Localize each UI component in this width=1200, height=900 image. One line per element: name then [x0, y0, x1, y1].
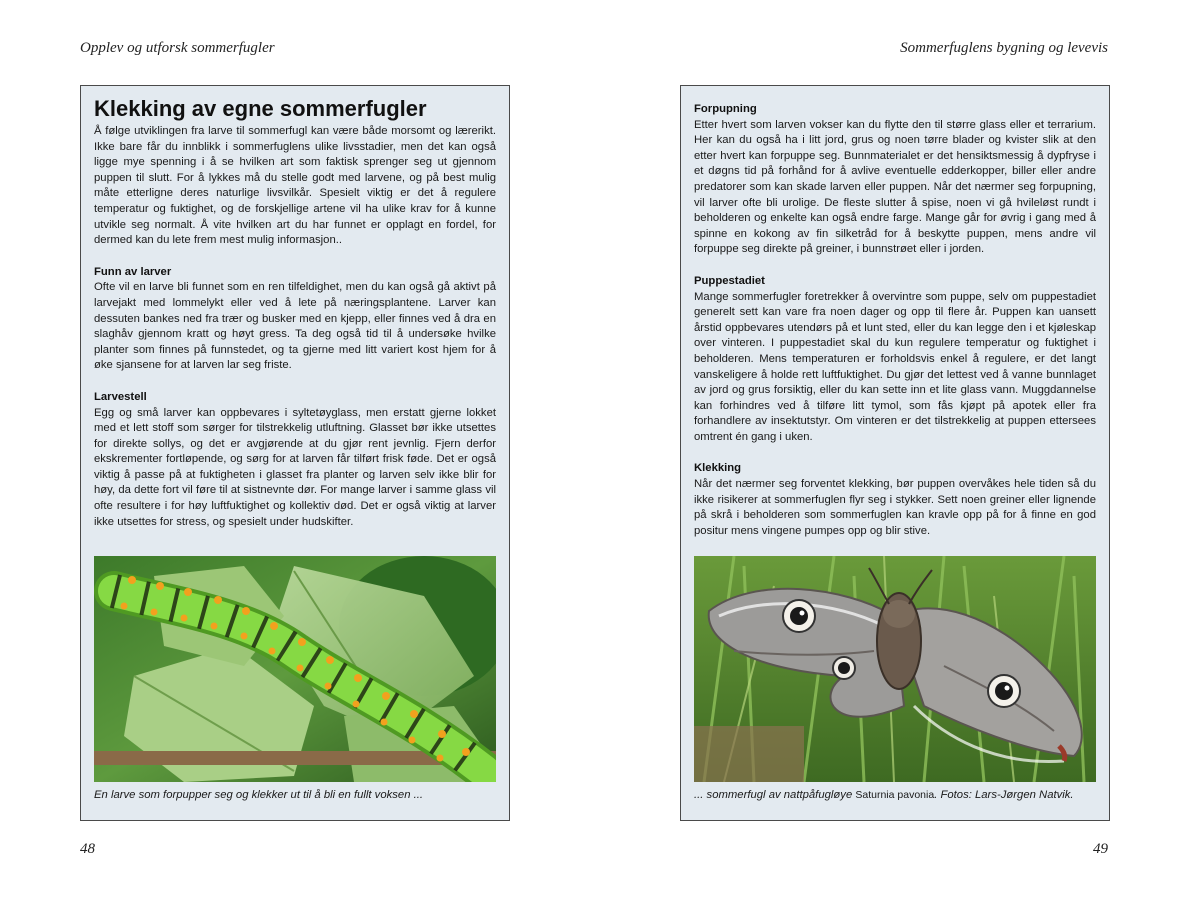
article-title: Klekking av egne sommerfugler: [94, 96, 427, 121]
running-head-left: Opplev og utforsk sommerfugler: [80, 40, 275, 56]
intro-paragraph: Å følge utviklingen fra larve til sommerfugl kan være både morsomt og lærerikt. Ikke bare får du innblikk i sommerfuglens ulike livsstadier, men det kan også ligge mye spenning i å se hvilken art som faktisk sprenger seg ut gjennom puppen til slutt. For å lykkes må du stelle godt med larvene, og på best mulig måte etterligne deres naturlige livsvilkår. Spesielt viktig er det å regulere temperatur og fuktighet, og de forskjellige artene vil ha ulike krav for å kunne utvikle seg normalt. Å vite hvilken art du har funnet er opplagt en fordel, for dermed kan du lete frem mest mulig informasjon..: [94, 125, 496, 247]
section-heading-forpupning: Forpupning: [694, 103, 757, 115]
section-text-klekking: Når det nærmer seg forventet klekking, bør puppen overvåkes hele tiden så du ikke risikerer at sommerfuglen flyr seg i stykker. Sett noen greiner eller lignende på skrå i beholderen som sommerfuglen kan kravle opp på for å finne en god positur mens vingene pumpes opp og blir stive.: [694, 478, 1096, 537]
right-text-box: [680, 85, 1110, 821]
caption-right-latin: Saturnia pavonia: [855, 789, 935, 801]
section-heading-klekking: Klekking: [694, 462, 742, 475]
left-text-box: [80, 85, 510, 821]
section-heading-larvestell: Larvestell: [94, 390, 147, 403]
caption-right: [694, 789, 1074, 801]
section-text-forpupning: Etter hvert som larven vokser kan du flytte den til større glass eller et terrarium. Her kan du også ha i litt jord, grus og noen tørre blader og kvister slik at den etter hvert kan forpuppe seg. Bunnmaterialet er det hensiktsmessig å dypfryse i et døgns tid på forhånd for å avlive eventuelle edderkopper, biller eller andre predatorer som kan skade larven eller puppen. Når det nærmer seg forpupning, vil larver ofte bli urolige. De fleste slutter å spise, noen vi gå hvileløst rundt i beholderen og enkelte kan også endre farge. Mange går for øvrig i gang med å spinne en kokong av fin silketråd for å beskytte puppen, mens andre vil forpuppe seg direkte på greiner, i bunnstrøet eller i jorden.: [694, 118, 1096, 256]
section-heading-puppestadiet: Puppestadiet: [694, 274, 765, 287]
caterpillar-photo: [94, 556, 496, 782]
caption-right-end: . Fotos: Lars-Jørgen Natvik.: [934, 789, 1074, 801]
section-heading-funn-av-larver: Funn av larver: [94, 265, 172, 278]
section-text-larvestell: Egg og små larver kan oppbevares i syltetøyglass, men erstatt gjerne lokket med et lett stoff som sørger for tilstrekkelig utluftning. Glasset bør ikke utsettes for direkte sollys, og det er avgjørende at du gjør rent jevnlig. Fjern derfor ekskrementer fortløpende, og sørg for at larven får tilført frisk føde. Det er også viktig å passe på at fuktigheten i glasset fra planter og larven selv ikke blir for høy, da dette fort vil føre til at sistnevnte dør. For mange larver i samme glass vil ofte resultere i for høy luftfuktighet og kollektiv død. Det er også viktig at larver ikke utsettes for stress, og spesielt under hudskifter.: [94, 406, 496, 528]
page-number-left: 48: [80, 841, 95, 857]
section-text-funn-av-larver: Ofte vil en larve bli funnet som en ren tilfeldighet, men du kan også gå aktivt på larvejakt med lommelykt eller ved å lete på næringsplantene. Larver kan dessuten bankes ned fra trær og busker med en kjepp, eller finnes ved å dra en slaghåv gjennom kratt og høyt gress. Ta deg også tid til å undersøke hvilke planter som finnes på funnstedet, og ta gjerne med litt variert kost hjem for å øke sjansene for at larven lar seg friste.: [94, 281, 496, 372]
caption-right-start: ... sommerfugl av nattpåfugløye: [694, 789, 856, 801]
page-number-right: 49: [1093, 841, 1108, 857]
moth-photo: [694, 556, 1096, 782]
caption-left: En larve som forpupper seg og klekker ut til å bli en fullt voksen ...: [94, 789, 424, 801]
section-text-puppestadiet: Mange sommerfugler foretrekker å overvintre som puppe, selv om puppestadiet generelt sett kan vare fra noen dager og opp til flere år. Puppen kan uansett årstid oppbevares utendørs på et lunt sted, eller du kan legge den i et kjøleskap over vinteren. I puppestadiet skal du kun regulere temperatur og fuktighet i beholderen. Mens temperaturen er forholdsvis enkel å regulere, er det langt vanskeligere å holde rett luftfuktighet. Du gjør det lettest ved å vanne bunnlaget av jord og grus forsiktig, eller du kan sette inn et lite glass vann. Muggdannelse kan forhindres ved å tilføre litt tymol, som fås kjøpt på apotek eller fra forhandlere av insektutstyr. Om vinteren er det tilstrekkelig at puppen ettersees omtrent én gang i uken.: [694, 290, 1096, 443]
running-head-right: Sommerfuglens bygning og levevis: [900, 40, 1108, 56]
